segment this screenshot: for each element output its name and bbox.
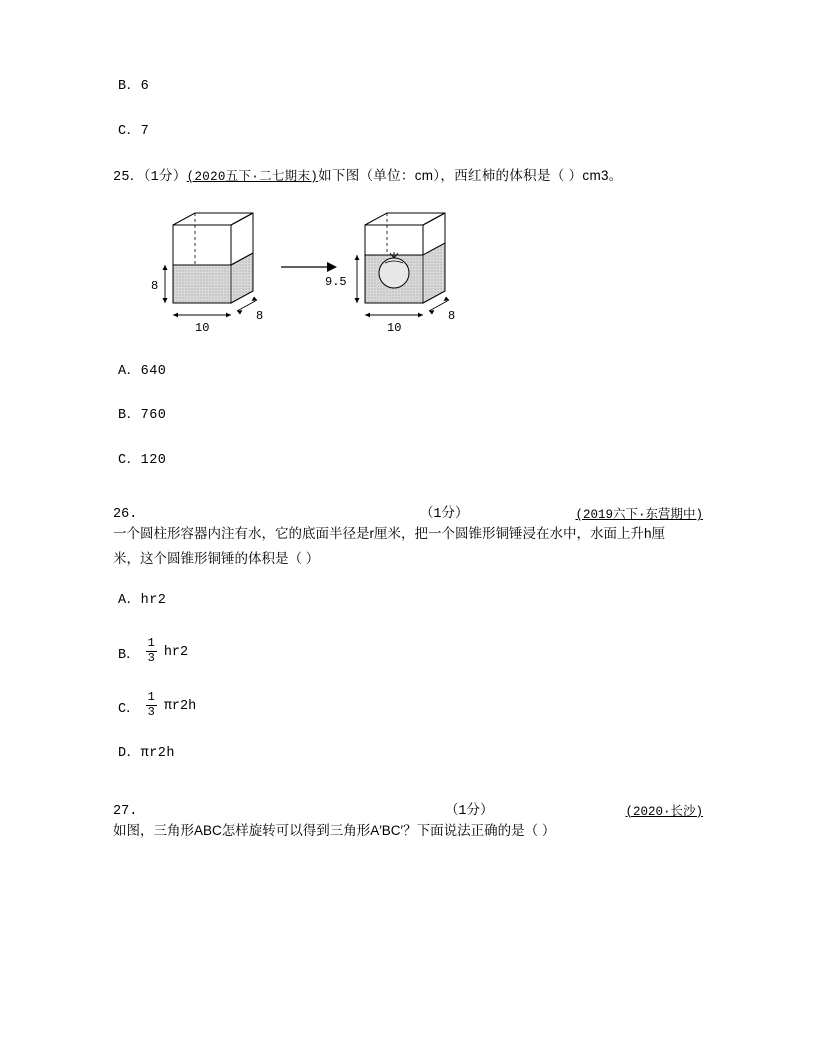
question-26-option-a: A．hr2 xyxy=(118,593,167,609)
question-26-number: 26. xyxy=(113,507,138,523)
option-b-lead: B． xyxy=(118,647,140,663)
svg-text:8: 8 xyxy=(448,308,456,323)
question-27-header xyxy=(113,797,703,819)
fraction-one-third xyxy=(146,637,157,666)
question-25-figure xyxy=(113,207,703,337)
question-26-stem-line2: 米，这个圆锥形铜锤的体积是（ ） xyxy=(113,551,320,567)
question-25-number: 25． xyxy=(113,170,144,185)
fraction-numerator: 1 xyxy=(147,690,155,705)
option-b-prev: B．6 xyxy=(118,79,150,94)
option-c-lead: C． xyxy=(118,702,140,718)
question-26-stem-line1: 一个圆柱形容器内注有水，它的底面半径是r厘米，把一个圆锥形铜锤浸在水中，水面上升h厘 xyxy=(113,526,666,542)
question-25-tag: (2020五下·二七期末) xyxy=(186,170,319,184)
page-content xyxy=(113,80,703,844)
fraction-numerator: 1 xyxy=(147,635,155,650)
question-25-text: 如下图（单位：cm），西红柿的体积是（ ）cm3。 xyxy=(318,168,623,183)
svg-text:8: 8 xyxy=(151,278,159,293)
option-c-tail: πr2h xyxy=(163,699,197,715)
option-c-prev: C．7 xyxy=(118,123,150,139)
question-26-option-b xyxy=(118,635,703,667)
question-25-option-a: A．640 xyxy=(118,363,167,379)
question-26-option-c xyxy=(118,692,703,721)
question-27-tag: (2020·长沙) xyxy=(625,804,703,819)
tomato-water-diagram xyxy=(113,207,533,337)
question-25-stem xyxy=(113,166,703,189)
fraction-one-third xyxy=(146,691,157,720)
question-26-score: （1分） xyxy=(419,507,469,523)
question-26-header xyxy=(113,500,703,522)
question-27-stem: 如图，三角形ABC怎样旋转可以得到三角形A′BC′？下面说法正确的是（ ） xyxy=(113,822,556,838)
question-26-tag: (2019六下·东营期中) xyxy=(575,508,703,523)
svg-text:8: 8 xyxy=(256,308,264,323)
question-26-option-d: D．πr2h xyxy=(118,746,176,762)
fraction-denominator: 3 xyxy=(147,705,155,720)
svg-text:10: 10 xyxy=(387,320,402,335)
question-25-option-b: B．760 xyxy=(118,408,167,424)
question-27-score: （1分） xyxy=(444,803,494,819)
question-25-option-c: C．120 xyxy=(118,452,167,468)
question-25-score: （1分） xyxy=(143,170,187,185)
svg-text:9.5: 9.5 xyxy=(325,274,347,289)
option-b-tail: hr2 xyxy=(163,644,189,660)
fraction-denominator: 3 xyxy=(147,650,155,665)
svg-text:10: 10 xyxy=(195,320,210,335)
question-27-number: 27. xyxy=(113,803,138,819)
